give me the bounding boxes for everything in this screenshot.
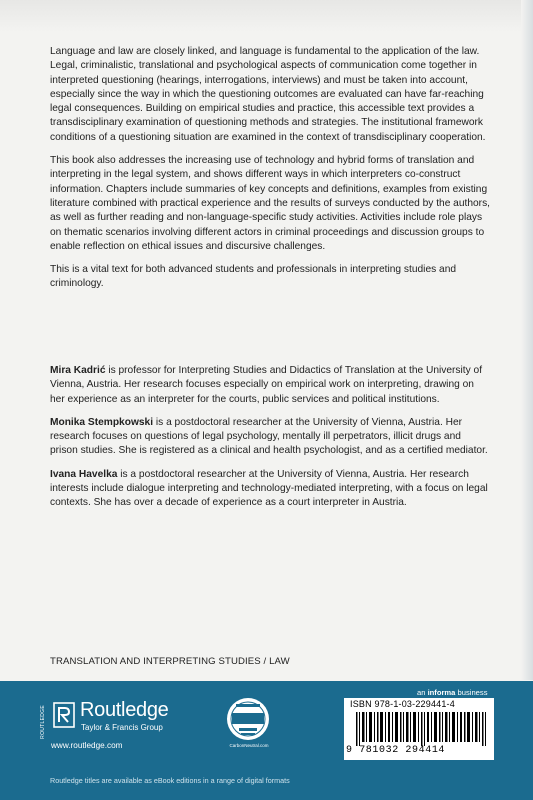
informa-tagline bbox=[417, 688, 488, 697]
author-bio-text: is a postdoctoral researcher at the University of Vienna, Austria. Her research focuses on questions of legal psychology, mentally ill perpetrators, illicit drugs and prison studies. She is registered as a clinical and health psychologist, and as a certified mediator. bbox=[50, 416, 488, 457]
publisher-name: Routledge bbox=[80, 699, 169, 721]
carbon-neutral-badge-icon bbox=[224, 695, 272, 743]
blurb-paragraph-2: This book also addresses the increasing use of technology and hybrid forms of translation and interpreting in the legal system, and shows different ways in which interpreters co-construct information. Chapters include summaries of key concepts and definitions, examples from existing literature combined with practical experience and the results of surveys conducted by the authors, as well as further reading and non-language-specific study activities. Activities include role plays on thematic scenarios involving different actors in criminal proceedings and discussion groups to enable reflection on ethical issues and discursive challenges. bbox=[50, 155, 490, 252]
author-bio bbox=[50, 468, 490, 511]
barcode-icon bbox=[356, 712, 490, 746]
publisher-footer bbox=[0, 681, 533, 800]
series-label: TRANSLATION AND INTERPRETING STUDIES / LAW bbox=[50, 656, 290, 667]
informa-word: informa bbox=[427, 688, 456, 697]
author-bio-text: is professor for Interpreting Studies and Didactics of Translation at the University of Vienna, Austria. Her research focuses especially on empirical work on interpreting, drawing on her experience as an interpreter for the courts, public services and political institutions. bbox=[50, 365, 483, 405]
top-gradient-strip bbox=[0, 0, 533, 32]
book-blurb bbox=[50, 45, 490, 301]
spine-edge-shadow bbox=[521, 0, 533, 680]
informa-prefix: an bbox=[417, 688, 428, 697]
author-name: Mira Kadrić bbox=[50, 365, 106, 376]
author-bio-text: is a postdoctoral researcher at the University of Vienna, Austria. Her research interests include dialogue interpreting and technology-mediated interpreting, with a focus on legal contexts. She has over a decade of experience as a court interpreter in Austria. bbox=[50, 468, 488, 509]
isbn-barcode-box bbox=[344, 698, 494, 760]
blurb-paragraph-1: Language and law are closely linked, and language is fundamental to the application of the law. Legal, criminalistic, translational and psychological aspects of communication come together in interpreted questioning (hearings, interrogations, interviews) and must be taken into account, especially since the way in which the questioning outcomes are evaluated can have far-reaching legal consequences. Building on empirical studies and practice, this accessible text provides a transdisciplinary examination of questioning methods and strategies. The institutional framework conditions of a questioning situation are examined in the context of transdisciplinary cooperation. bbox=[50, 46, 486, 143]
badge-site-text: CarbonNeutral.com bbox=[229, 743, 269, 748]
informa-suffix: business bbox=[455, 688, 488, 697]
isbn-number: ISBN 978-1-03-229441-4 bbox=[350, 699, 455, 709]
publisher-group: Taylor & Francis Group bbox=[81, 723, 163, 732]
publisher-url[interactable]: www.routledge.com bbox=[51, 741, 123, 750]
blurb-paragraph-3: This is a vital text for both advanced students and professionals in interpreting studies and criminology. bbox=[50, 264, 457, 290]
vertical-brand-text: ROUTLEDGE bbox=[40, 705, 46, 739]
author-bio bbox=[50, 416, 490, 459]
author-name: Ivana Havelka bbox=[50, 468, 118, 480]
author-name: Monika Stempkowski bbox=[50, 416, 154, 428]
author-bios bbox=[50, 364, 490, 520]
author-bio bbox=[50, 364, 490, 407]
routledge-logo-icon bbox=[53, 702, 75, 728]
barcode-digits: 9 781032 294414 bbox=[346, 745, 446, 756]
ebook-note: Routledge titles are available as eBook editions in a range of digital formats bbox=[50, 776, 290, 785]
